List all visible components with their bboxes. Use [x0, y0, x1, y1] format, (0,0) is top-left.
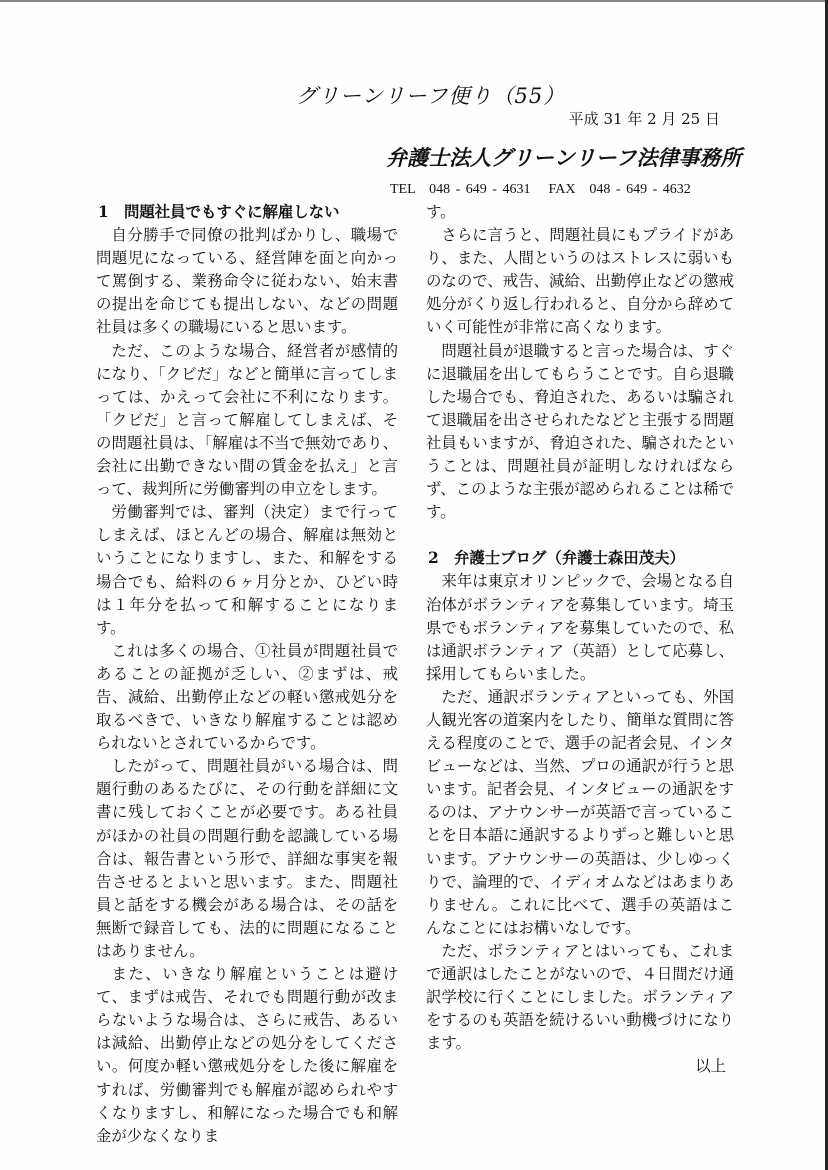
- fax-number: FAX 048 - 649 - 4632: [548, 182, 691, 197]
- paragraph: 問題社員が退職すると言った場合は、すぐに退職届を出してもらうことです。自ら退職した場合でも、脅迫された、あるいは騙されて退職届を出させられたなどと主張する問題社員もいますが、脅迫された、騙されたということは、問題社員が証明しなければならず、このような主張が認められることは稀です。: [426, 341, 734, 522]
- scan-border: [0, 0, 828, 2]
- section-spacer: [426, 524, 734, 547]
- section-2-heading: [428, 547, 734, 570]
- contact-line: [390, 178, 691, 198]
- section-number: 1: [98, 203, 109, 221]
- paragraph: また、いきなり解雇ということは避けて、まずは戒告、それでも問題行動が改まらないような場合は、さらに戒告、あるいは減給、出勤停止などの処分をしてください。何度か軽い懲戒処分をした後に解雇をすれば、労働審判でも解雇が認められやすくなりますし、和解になった場合でも和解金が少なくなりま: [96, 965, 398, 1145]
- section-1-heading: [98, 201, 398, 224]
- newsletter-title: グリーンリーフ便り（55）: [296, 84, 566, 108]
- phone-number: TEL 048 - 649 - 4631: [390, 182, 531, 197]
- firm-name: 弁護士法人グリーンリーフ法律事務所: [386, 145, 742, 170]
- issue-date: 平成 31 年 2 月 25 日: [568, 110, 720, 128]
- section-title: 問題社員でもすぐに解雇しない: [124, 203, 340, 221]
- paragraph: 来年は東京オリンピックで、会場となる自治体がボランティアを募集しています。埼玉県でもボランティアを募集していたので、私は通訳ボランティア（英語）として応募し、採用してもらいました。: [426, 572, 734, 683]
- left-column: [96, 201, 398, 1148]
- paragraph: ただ、ボランティアとはいっても、これまで通訳はしたことがないので、４日間だけ通訳学校に行くことにしました。ボランティアをするのも英語を続けるいい動機づけになります。: [426, 941, 734, 1053]
- paragraph: ただ、通訳ボランティアといっても、外国人観光客の道案内をしたり、簡単な質問に答える程度のことで、選手の記者会見、インタビューなどは、当然、プロの通訳が行うと思います。記者会見、インタビューの通訳をするのは、アナウンサーが英語で言っていることを日本語に通訳するよりずっと難しいと思います。アナウンサーの英語は、少しゆっくりで、論理的で、イディオムなどはあまりありません。これに比べて、選手の英語はこんなことにはお構いなしです。: [426, 687, 734, 937]
- paragraph: 労働審判では、審判（決定）まで行ってしまえば、ほとんどの場合、解雇は無効ということになりますし、また、和解をする場合でも、給料の６ヶ月分とか、ひどい時は１年分を払って和解することになります。: [96, 503, 398, 637]
- section-number: 2: [428, 549, 439, 568]
- section-title: 弁護士ブログ（弁護士森田茂夫）: [454, 549, 685, 568]
- paragraph: これは多くの場合、①社員が問題社員であることの証拠が乏しい、②まずは、戒告、減給、出勤停止などの軽い懲戒処分を取るべきで、いきなり解雇することは認められないとされているからです。: [96, 641, 398, 753]
- paragraph: さらに言うと、問題社員にもプライドがあり、また、人間というのはストレスに弱いものなので、戒告、減給、出勤停止などの懲戒処分がくり返し行われると、自分から辞めていく可能性が非常に高くなります。: [426, 226, 734, 337]
- closing-mark: 以上: [695, 1057, 726, 1076]
- right-column: [426, 201, 734, 1078]
- paragraph: したがって、問題社員がいる場合は、問題行動のあるたびに、その行動を詳細に文書に残しておくことが必要です。ある社員がほかの社員の問題行動を認識している場合は、報告書という形で、詳細な事実を報告させるとよいと思います。また、問題社員と話をする機会がある場合は、その話を無断で録音しても、法的に問題になることはありません。: [96, 757, 398, 960]
- paragraph: ただ、このような場合、経営者が感情的になり、「クビだ」などと簡単に言ってしまっては、かえって会社に不利になります。「クビだ」と言って解雇してしまえば、その問題社員は、「解雇は不当で無効であり、会社に出勤できない間の賃金を払え」と言って、裁判所に労働審判の申立をします。: [96, 341, 398, 499]
- paragraph: 自分勝手で同僚の批判ばかりし、職場で問題児になっている、経営陣を面と向かって罵倒する、業務命令に従わない、始末書の提出を命じても提出しない、などの問題社員は多くの職場にいると思います。: [96, 226, 398, 337]
- paragraph-continuation: す。: [426, 203, 456, 221]
